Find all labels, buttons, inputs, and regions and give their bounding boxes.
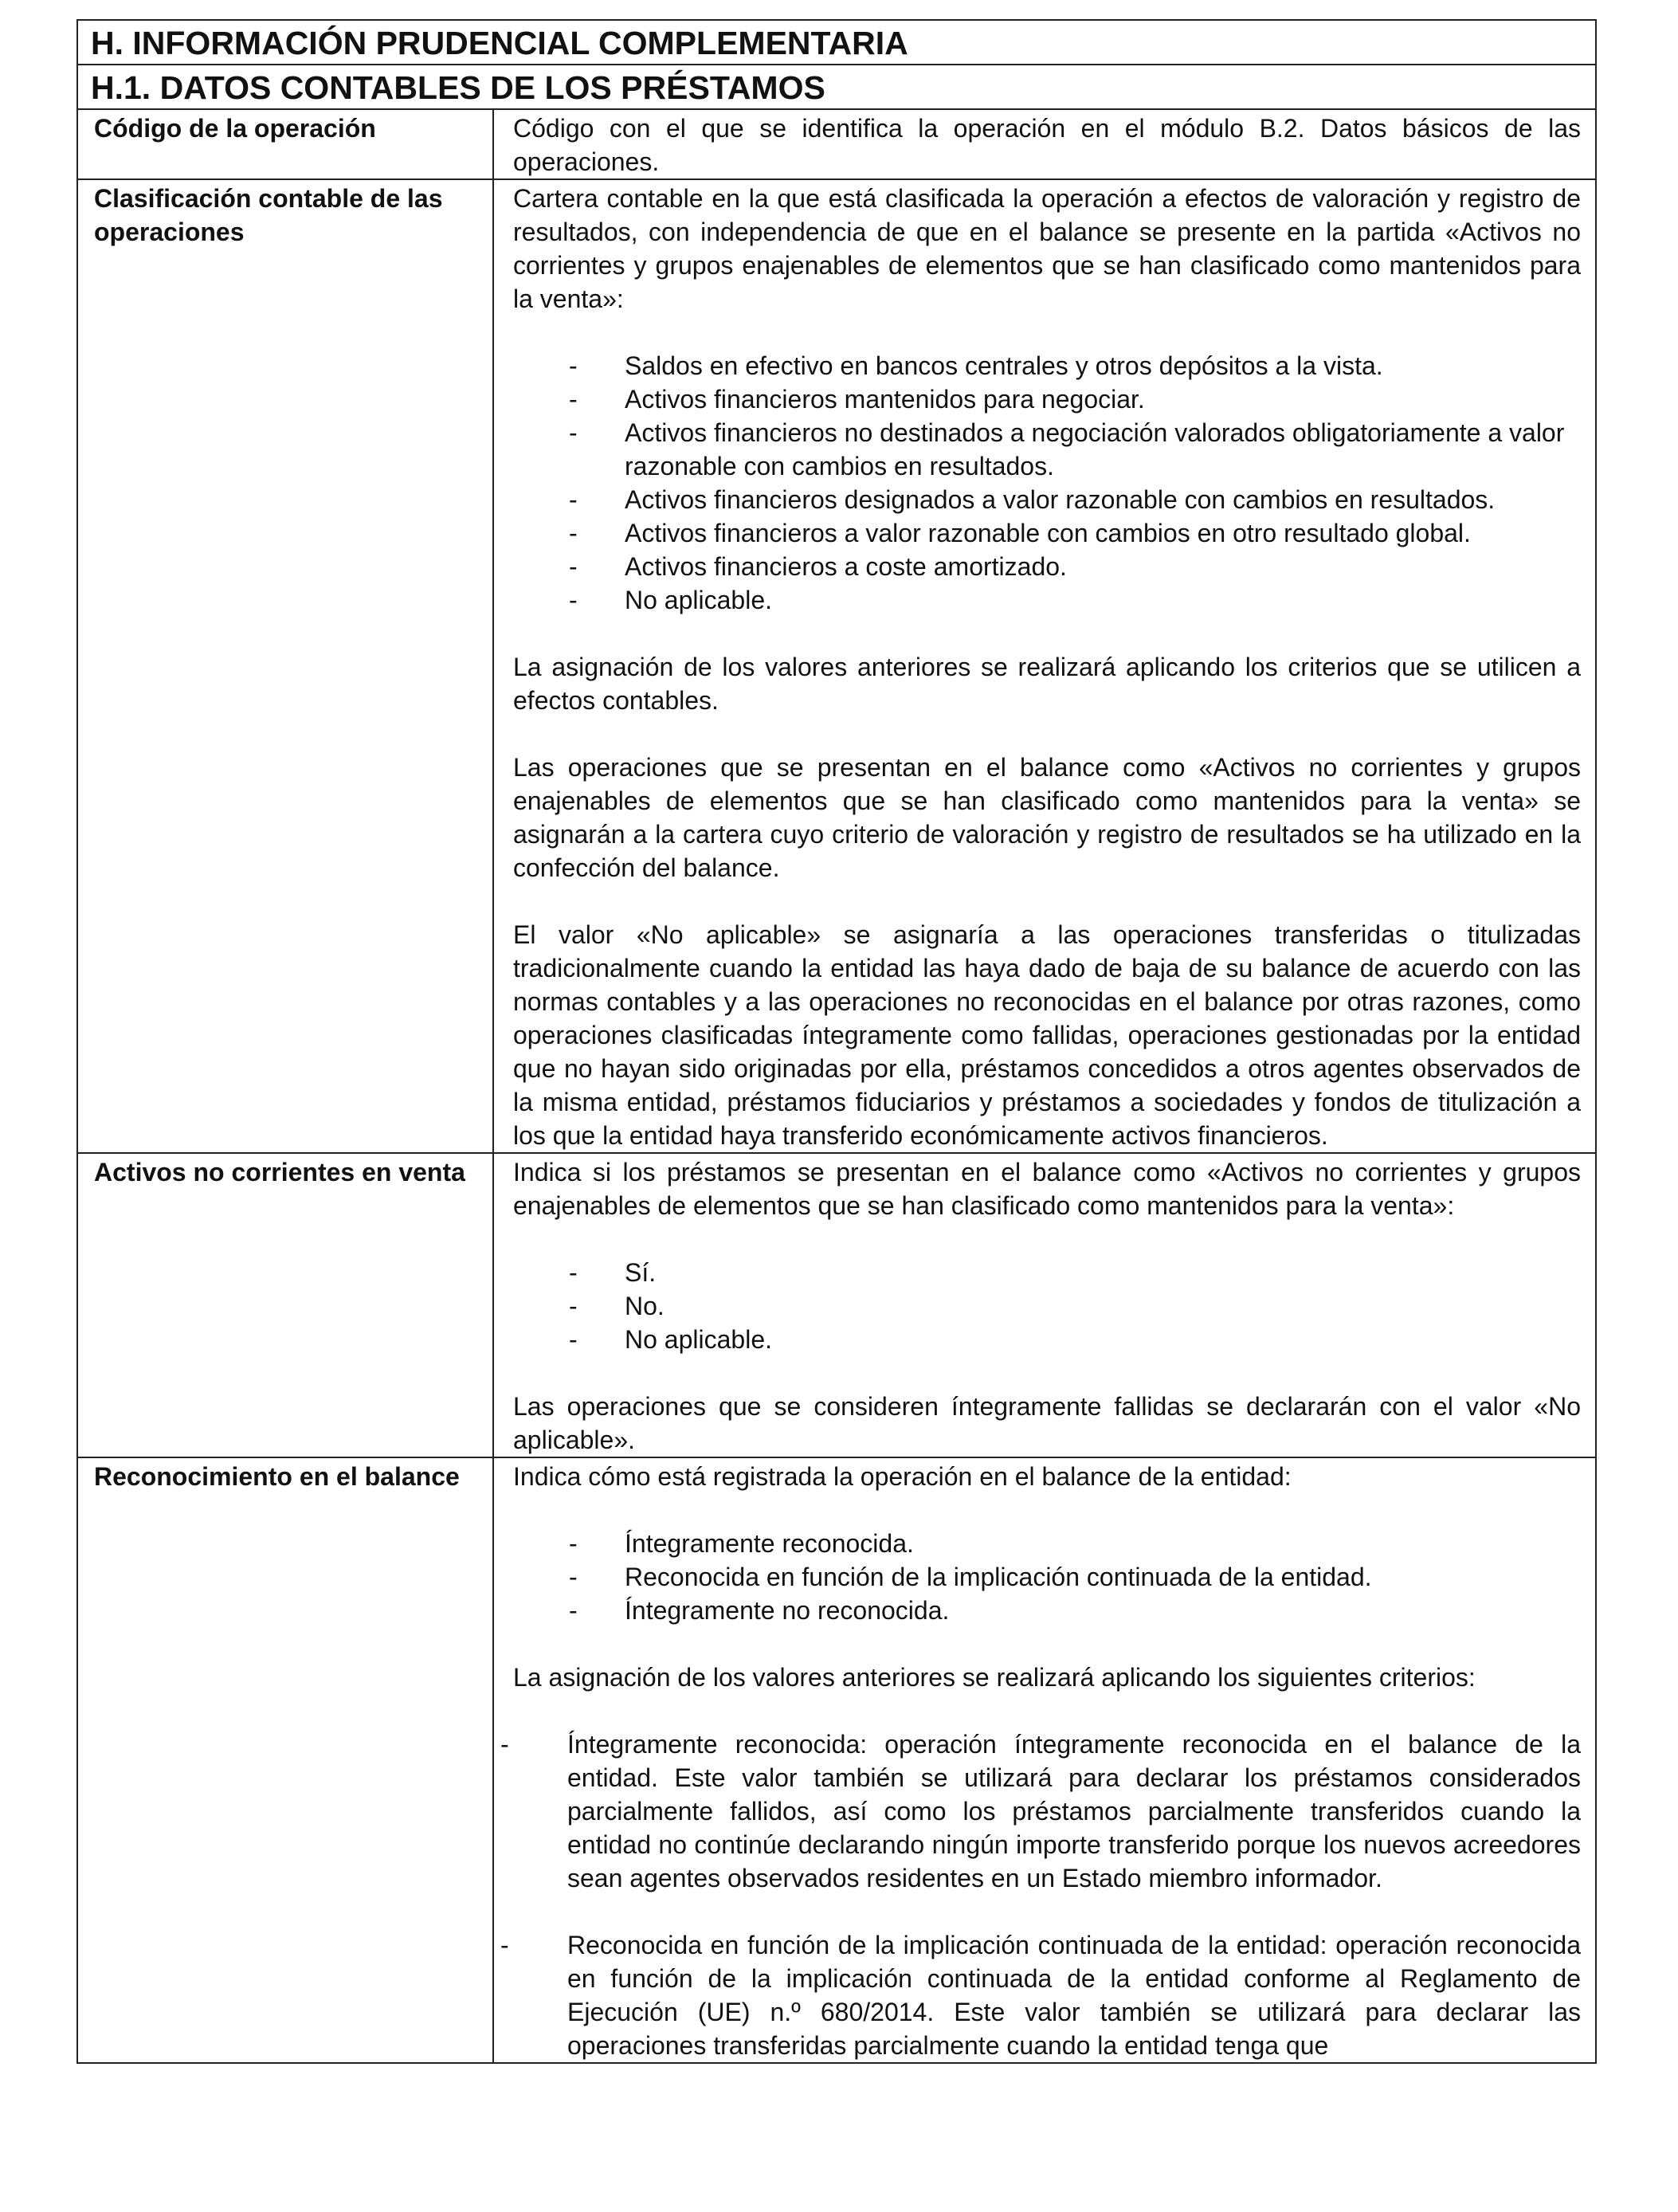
field-label: Clasificación contable de las operaciones — [77, 179, 493, 1153]
criteria-item: - Íntegramente reconocida: operación íntegramente reconocida en el balance de la entidad. Este valor también se utilizará para declarar los préstamos considerados parcialmente fallidos, así como los préstamos parcialmente transferidos cuando la entidad no continúe declarando ningún importe transferido porque los nuevos acreedores sean agentes observados residentes en un Estado miembro informador. — [494, 1728, 1581, 1895]
subsection-title: H.1. DATOS CONTABLES DE LOS PRÉSTAMOS — [77, 65, 1596, 109]
list-item: - Saldos en efectivo en bancos centrales y otros depósitos a la vista. — [513, 349, 1581, 382]
list-item: - Íntegramente no reconocida. — [513, 1594, 1581, 1627]
table-row — [77, 1457, 1596, 2063]
field-label: Reconocimiento en el balance — [77, 1457, 493, 2063]
paragraph: La asignación de los valores anteriores se realizará aplicando los siguientes criterios: — [513, 1663, 1476, 1692]
criteria-list — [494, 1728, 1581, 2062]
paragraph: El valor «No aplicable» se asignaría a las operaciones transferidas o titulizadas tradicionalmente cuando la entidad las haya dado de baja de su balance de acuerdo con las normas contables y a las operaciones no reconocidas en el balance por otras razones, como operaciones clasificadas íntegramente como fallidas, operaciones gestionadas por la entidad que no hayan sido originadas por ella, préstamos concedidos a otros agentes observados de la misma entidad, préstamos fiduciarios y préstamos a sociedades y fondos de titulización a los que la entidad haya transferido económicamente activos financieros. — [513, 920, 1581, 1150]
field-definition — [493, 109, 1596, 179]
list-item: - No aplicable. — [513, 1323, 1581, 1356]
definition-intro: Indica cómo está registrada la operación en el balance de la entidad: — [513, 1462, 1292, 1491]
definition-intro: Indica si los préstamos se presentan en el balance como «Activos no corrientes y grupos enajenables de elementos que se han clasificado como mantenidos para la venta»: — [513, 1158, 1581, 1220]
field-label: Activos no corrientes en venta — [77, 1153, 493, 1457]
table-row — [77, 1153, 1596, 1457]
paragraph: Las operaciones que se consideren íntegramente fallidas se declararán con el valor «No aplicable». — [513, 1392, 1581, 1454]
list-item: - Activos financieros designados a valor razonable con cambios en resultados. — [513, 483, 1581, 516]
paragraph: Las operaciones que se presentan en el balance como «Activos no corrientes y grupos enajenables de elementos que se han clasificado como mantenidos para la venta» se asignarán a la cartera cuyo criterio de valoración y registro de resultados se ha utilizado en la confección del balance. — [513, 753, 1581, 882]
section-header-row — [77, 20, 1596, 65]
paragraph: La asignación de los valores anteriores se realizará aplicando los criterios que se utilicen a efectos contables. — [513, 653, 1581, 715]
definition-text: Código con el que se identifica la operación en el módulo B.2. Datos básicos de las operaciones. — [513, 114, 1581, 176]
list-item: - Activos financieros no destinados a negociación valorados obligatoriamente a valor razonable con cambios en resultados. — [513, 416, 1581, 483]
field-definition — [493, 1457, 1596, 2063]
section-title: H. INFORMACIÓN PRUDENCIAL COMPLEMENTARIA — [77, 20, 1596, 65]
list-item: - Reconocida en función de la implicación continuada de la entidad. — [513, 1560, 1581, 1594]
definition-intro: Cartera contable en la que está clasificada la operación a efectos de valoración y registro de resultados, con independencia de que en el balance se presente en la partida «Activos no corrientes y grupos enajenables de elementos que se han clasificado como mantenidos para la venta»: — [513, 184, 1581, 313]
value-list — [513, 349, 1581, 617]
field-label: Código de la operación — [77, 109, 493, 179]
value-list — [513, 1256, 1581, 1356]
document-page — [76, 19, 1595, 2064]
list-item: - Activos financieros mantenidos para negociar. — [513, 382, 1581, 416]
criteria-item: - Reconocida en función de la implicación continuada de la entidad: operación reconocida en función de la implicación continuada de la entidad conforme al Reglamento de Ejecución (UE) n.º 680/2014. Este valor también se utilizará para declarar las operaciones transferidas parcialmente cuando la entidad tenga que — [494, 1928, 1581, 2062]
field-definition — [493, 179, 1596, 1153]
table-row — [77, 109, 1596, 179]
table-row — [77, 179, 1596, 1153]
subsection-header-row — [77, 65, 1596, 109]
list-item: - No. — [513, 1289, 1581, 1323]
list-item: - Sí. — [513, 1256, 1581, 1289]
list-item: - Activos financieros a valor razonable con cambios en otro resultado global. — [513, 516, 1581, 550]
field-definition — [493, 1153, 1596, 1457]
list-item: - Íntegramente reconocida. — [513, 1527, 1581, 1560]
list-item: - Activos financieros a coste amortizado. — [513, 550, 1581, 583]
list-item: - No aplicable. — [513, 583, 1581, 617]
definitions-table — [76, 19, 1597, 2064]
value-list — [513, 1527, 1581, 1627]
